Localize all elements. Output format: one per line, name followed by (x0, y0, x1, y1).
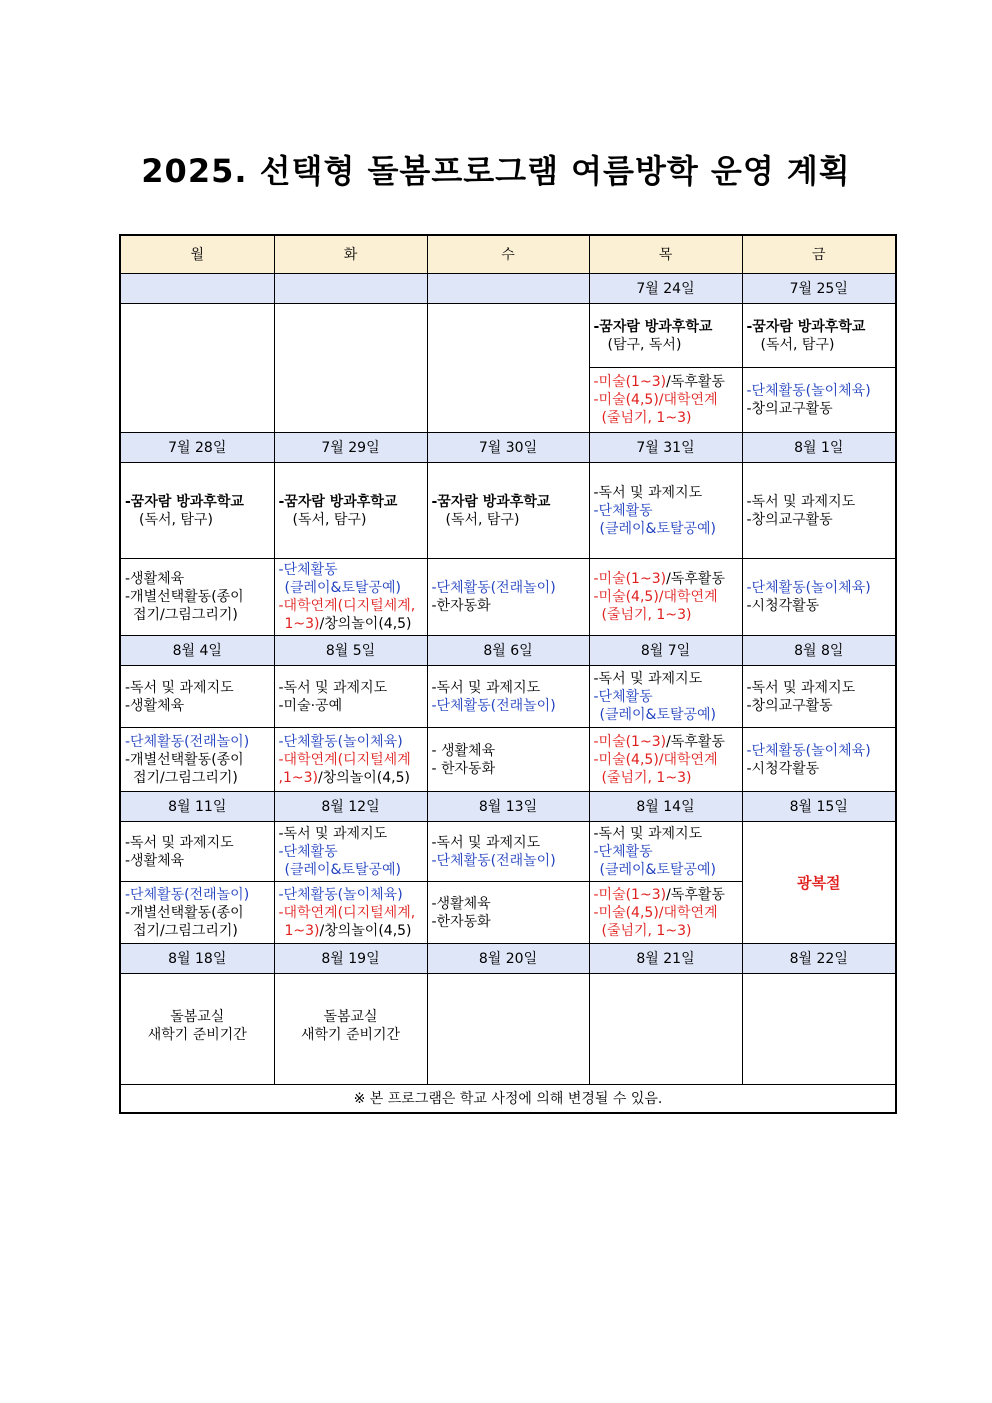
date-cell: 8월 19일 (274, 944, 427, 974)
program-line: -시청각활동 (746, 598, 820, 614)
program-cell (427, 666, 589, 728)
date-cell: 8월 12일 (274, 792, 427, 822)
holiday-cell (742, 822, 896, 944)
program-cell (427, 463, 589, 559)
program-line: 1~3)/창의놀이(4,5) (284, 922, 412, 939)
program-cell (120, 882, 274, 944)
program-line: 접기/그림그리기) (133, 922, 238, 939)
program-cell (742, 463, 896, 559)
program-cell (742, 559, 896, 636)
program-cell (120, 728, 274, 792)
program-line: -대학연계(디지털세계, (278, 598, 416, 614)
program-line: (클레이&토탈공예) (599, 520, 717, 537)
program-line: -꿈자람 방과후학교 (431, 493, 551, 510)
program-line: -미술·공예 (278, 697, 343, 714)
program-line: -독서 및 과제지도 (593, 670, 703, 687)
footnote: ※ 본 프로그램은 학교 사정에 의해 변경될 수 있음. (120, 1085, 896, 1114)
program-cell (589, 822, 742, 882)
program-line: -미술(1~3)/독후활동 (593, 374, 725, 390)
program-line: -개별선택활동(종이 (125, 904, 244, 921)
program-line: -미술(4,5)/대학연계 (593, 751, 718, 768)
date-cell: 8월 21일 (589, 944, 742, 974)
program-line: (클레이&토탈공예) (284, 580, 402, 596)
program-row-week5 (120, 974, 896, 1085)
program-line: -꿈자람 방과후학교 (278, 493, 398, 510)
program-cell (274, 666, 427, 728)
program-line: 접기/그림그리기) (133, 607, 238, 623)
program-line: -단체활동(놀이체육) (278, 733, 403, 750)
weekday-header-row (120, 235, 896, 274)
program-line: -독서 및 과제지도 (746, 493, 856, 510)
date-cell (427, 274, 589, 304)
empty-cell (274, 304, 427, 433)
date-cell: 7월 30일 (427, 433, 589, 463)
date-cell: 7월 29일 (274, 433, 427, 463)
morning-row-week3 (120, 666, 896, 728)
date-cell: 8월 8일 (742, 636, 896, 666)
program-cell (274, 463, 427, 559)
program-line: -시청각활동 (746, 760, 820, 777)
program-line: -단체활동(전래놀이) (431, 852, 556, 869)
program-cell (742, 666, 896, 728)
afternoon-row-week2 (120, 559, 896, 636)
program-line: -단체활동(전래놀이) (125, 886, 250, 903)
program-cell (589, 368, 742, 433)
program-line: -독서 및 과제지도 (593, 825, 703, 842)
program-line: -단체활동 (278, 562, 338, 578)
date-cell: 7월 28일 (120, 433, 274, 463)
date-cell (274, 274, 427, 304)
program-line: 돌봄교실 (323, 1009, 378, 1025)
program-line: (줄넘기, 1~3) (601, 769, 692, 786)
date-cell: 8월 4일 (120, 636, 274, 666)
program-cell (589, 882, 742, 944)
morning-row-week1 (120, 304, 896, 368)
program-cell (589, 304, 742, 368)
empty-cell (589, 974, 742, 1085)
program-line: -독서 및 과제지도 (431, 834, 541, 851)
date-cell: 7월 24일 (589, 274, 742, 304)
program-line: (클레이&토탈공예) (599, 706, 717, 723)
schedule-table (119, 234, 897, 1114)
program-line: 돌봄교실 (170, 1009, 225, 1025)
program-line: (독서, 탐구) (139, 511, 213, 528)
program-line: (줄넘기, 1~3) (601, 607, 692, 623)
program-line: -미술(4,5)/대학연계 (593, 392, 718, 408)
date-row-week2 (120, 433, 896, 463)
program-line: 1~3)/창의놀이(4,5) (284, 616, 412, 632)
program-line: - 한자동화 (431, 760, 496, 777)
program-line: -단체활동(전래놀이) (431, 580, 556, 596)
program-line: -꿈자람 방과후학교 (125, 493, 244, 510)
date-cell: 8월 5일 (274, 636, 427, 666)
program-line: -한자동화 (431, 598, 491, 614)
program-line: (클레이&토탈공예) (284, 861, 402, 878)
holiday-label: 광복절 (797, 873, 841, 892)
program-cell (427, 559, 589, 636)
program-line: (탐구, 독서) (607, 336, 682, 353)
program-cell (120, 559, 274, 636)
weekday-thu: 목 (589, 235, 742, 274)
program-cell (274, 728, 427, 792)
program-cell (589, 559, 742, 636)
program-line: -단체활동 (593, 502, 653, 519)
program-cell (589, 666, 742, 728)
program-line: -독서 및 과제지도 (278, 825, 388, 842)
program-line: -단체활동(전래놀이) (431, 697, 556, 714)
weekday-wed: 수 (427, 235, 589, 274)
program-line: -단체활동 (593, 688, 653, 705)
program-line: -대학연계(디지털세계, (278, 904, 416, 921)
program-cell (427, 822, 589, 882)
date-row-week3 (120, 636, 896, 666)
program-cell (274, 974, 427, 1085)
morning-row-week2 (120, 463, 896, 559)
date-cell: 7월 25일 (742, 274, 896, 304)
date-cell (120, 274, 274, 304)
page-title: 2025. 선택형 돌봄프로그램 여름방학 운영 계획 (141, 152, 851, 190)
program-line: - 생활체육 (431, 742, 496, 759)
program-line: -생활체육 (125, 571, 185, 587)
program-cell (120, 822, 274, 882)
program-line: -독서 및 과제지도 (278, 679, 388, 696)
program-line: (독서, 탐구) (445, 511, 520, 528)
program-cell (274, 559, 427, 636)
program-line: -단체활동 (278, 843, 338, 860)
weekday-tue: 화 (274, 235, 427, 274)
program-cell (589, 728, 742, 792)
empty-cell (120, 304, 274, 433)
program-line: -단체활동(놀이체육) (746, 383, 871, 399)
program-line: -꿈자람 방과후학교 (593, 318, 713, 335)
program-line: -단체활동(전래놀이) (125, 733, 250, 750)
program-cell (120, 666, 274, 728)
program-cell (742, 304, 896, 368)
program-line: -단체활동(놀이체육) (746, 580, 871, 596)
program-line: (줄넘기, 1~3) (601, 410, 692, 426)
date-cell: 8월 1일 (742, 433, 896, 463)
program-line: (줄넘기, 1~3) (601, 922, 692, 939)
date-cell: 8월 20일 (427, 944, 589, 974)
weekday-mon: 월 (120, 235, 274, 274)
note-row (120, 1085, 896, 1114)
date-cell: 8월 13일 (427, 792, 589, 822)
date-row-week4 (120, 792, 896, 822)
date-cell: 8월 22일 (742, 944, 896, 974)
date-cell: 7월 31일 (589, 433, 742, 463)
empty-cell (742, 974, 896, 1085)
afternoon-row-week3 (120, 728, 896, 792)
program-line: -한자동화 (431, 913, 491, 930)
program-line: -창의교구활동 (746, 401, 833, 417)
program-line: -미술(4,5)/대학연계 (593, 904, 718, 921)
date-row-week1 (120, 274, 896, 304)
program-line: -미술(1~3)/독후활동 (593, 571, 725, 587)
program-line: -생활체육 (125, 852, 185, 869)
program-line: -대학연계(디지털세계 (278, 751, 411, 768)
weekday-fri: 금 (742, 235, 896, 274)
program-cell (274, 882, 427, 944)
program-cell (742, 368, 896, 433)
empty-cell (427, 974, 589, 1085)
program-line: -생활체육 (125, 697, 185, 714)
date-row-week5 (120, 944, 896, 974)
program-line: -창의교구활동 (746, 697, 833, 714)
program-line: (독서, 탐구) (760, 336, 835, 353)
program-line: -미술(1~3)/독후활동 (593, 886, 725, 903)
program-line: -창의교구활동 (746, 511, 833, 528)
date-cell: 8월 15일 (742, 792, 896, 822)
program-line: 새학기 준비기간 (147, 1027, 247, 1043)
program-cell (742, 728, 896, 792)
date-cell: 8월 18일 (120, 944, 274, 974)
date-cell: 8월 14일 (589, 792, 742, 822)
program-line: 접기/그림그리기) (133, 769, 238, 786)
date-cell: 8월 11일 (120, 792, 274, 822)
program-line: -단체활동 (593, 843, 653, 860)
program-line: -단체활동(놀이체육) (278, 886, 403, 903)
program-cell (120, 974, 274, 1085)
program-cell (427, 882, 589, 944)
program-line: (클레이&토탈공예) (599, 861, 717, 878)
program-line: -개별선택활동(종이 (125, 589, 244, 605)
program-line: -독서 및 과제지도 (125, 679, 234, 696)
program-cell (274, 822, 427, 882)
program-line: -미술(1~3)/독후활동 (593, 733, 725, 750)
program-line: -단체활동(놀이체육) (746, 742, 871, 759)
morning-row-week4 (120, 822, 896, 882)
date-cell: 8월 6일 (427, 636, 589, 666)
program-line: (독서, 탐구) (292, 511, 367, 528)
program-line: ,1~3)/창의놀이(4,5) (278, 769, 410, 786)
program-line: -독서 및 과제지도 (593, 484, 703, 501)
empty-cell (427, 304, 589, 433)
program-line: -미술(4,5)/대학연계 (593, 589, 718, 605)
date-cell: 8월 7일 (589, 636, 742, 666)
program-line: -독서 및 과제지도 (746, 679, 856, 696)
program-line: -독서 및 과제지도 (125, 834, 234, 851)
program-line: -생활체육 (431, 895, 491, 912)
program-cell (589, 463, 742, 559)
program-line: -독서 및 과제지도 (431, 679, 541, 696)
program-line: -개별선택활동(종이 (125, 751, 244, 768)
program-cell (120, 463, 274, 559)
program-line: -꿈자람 방과후학교 (746, 318, 866, 335)
program-cell (427, 728, 589, 792)
program-line: 새학기 준비기간 (300, 1027, 401, 1043)
